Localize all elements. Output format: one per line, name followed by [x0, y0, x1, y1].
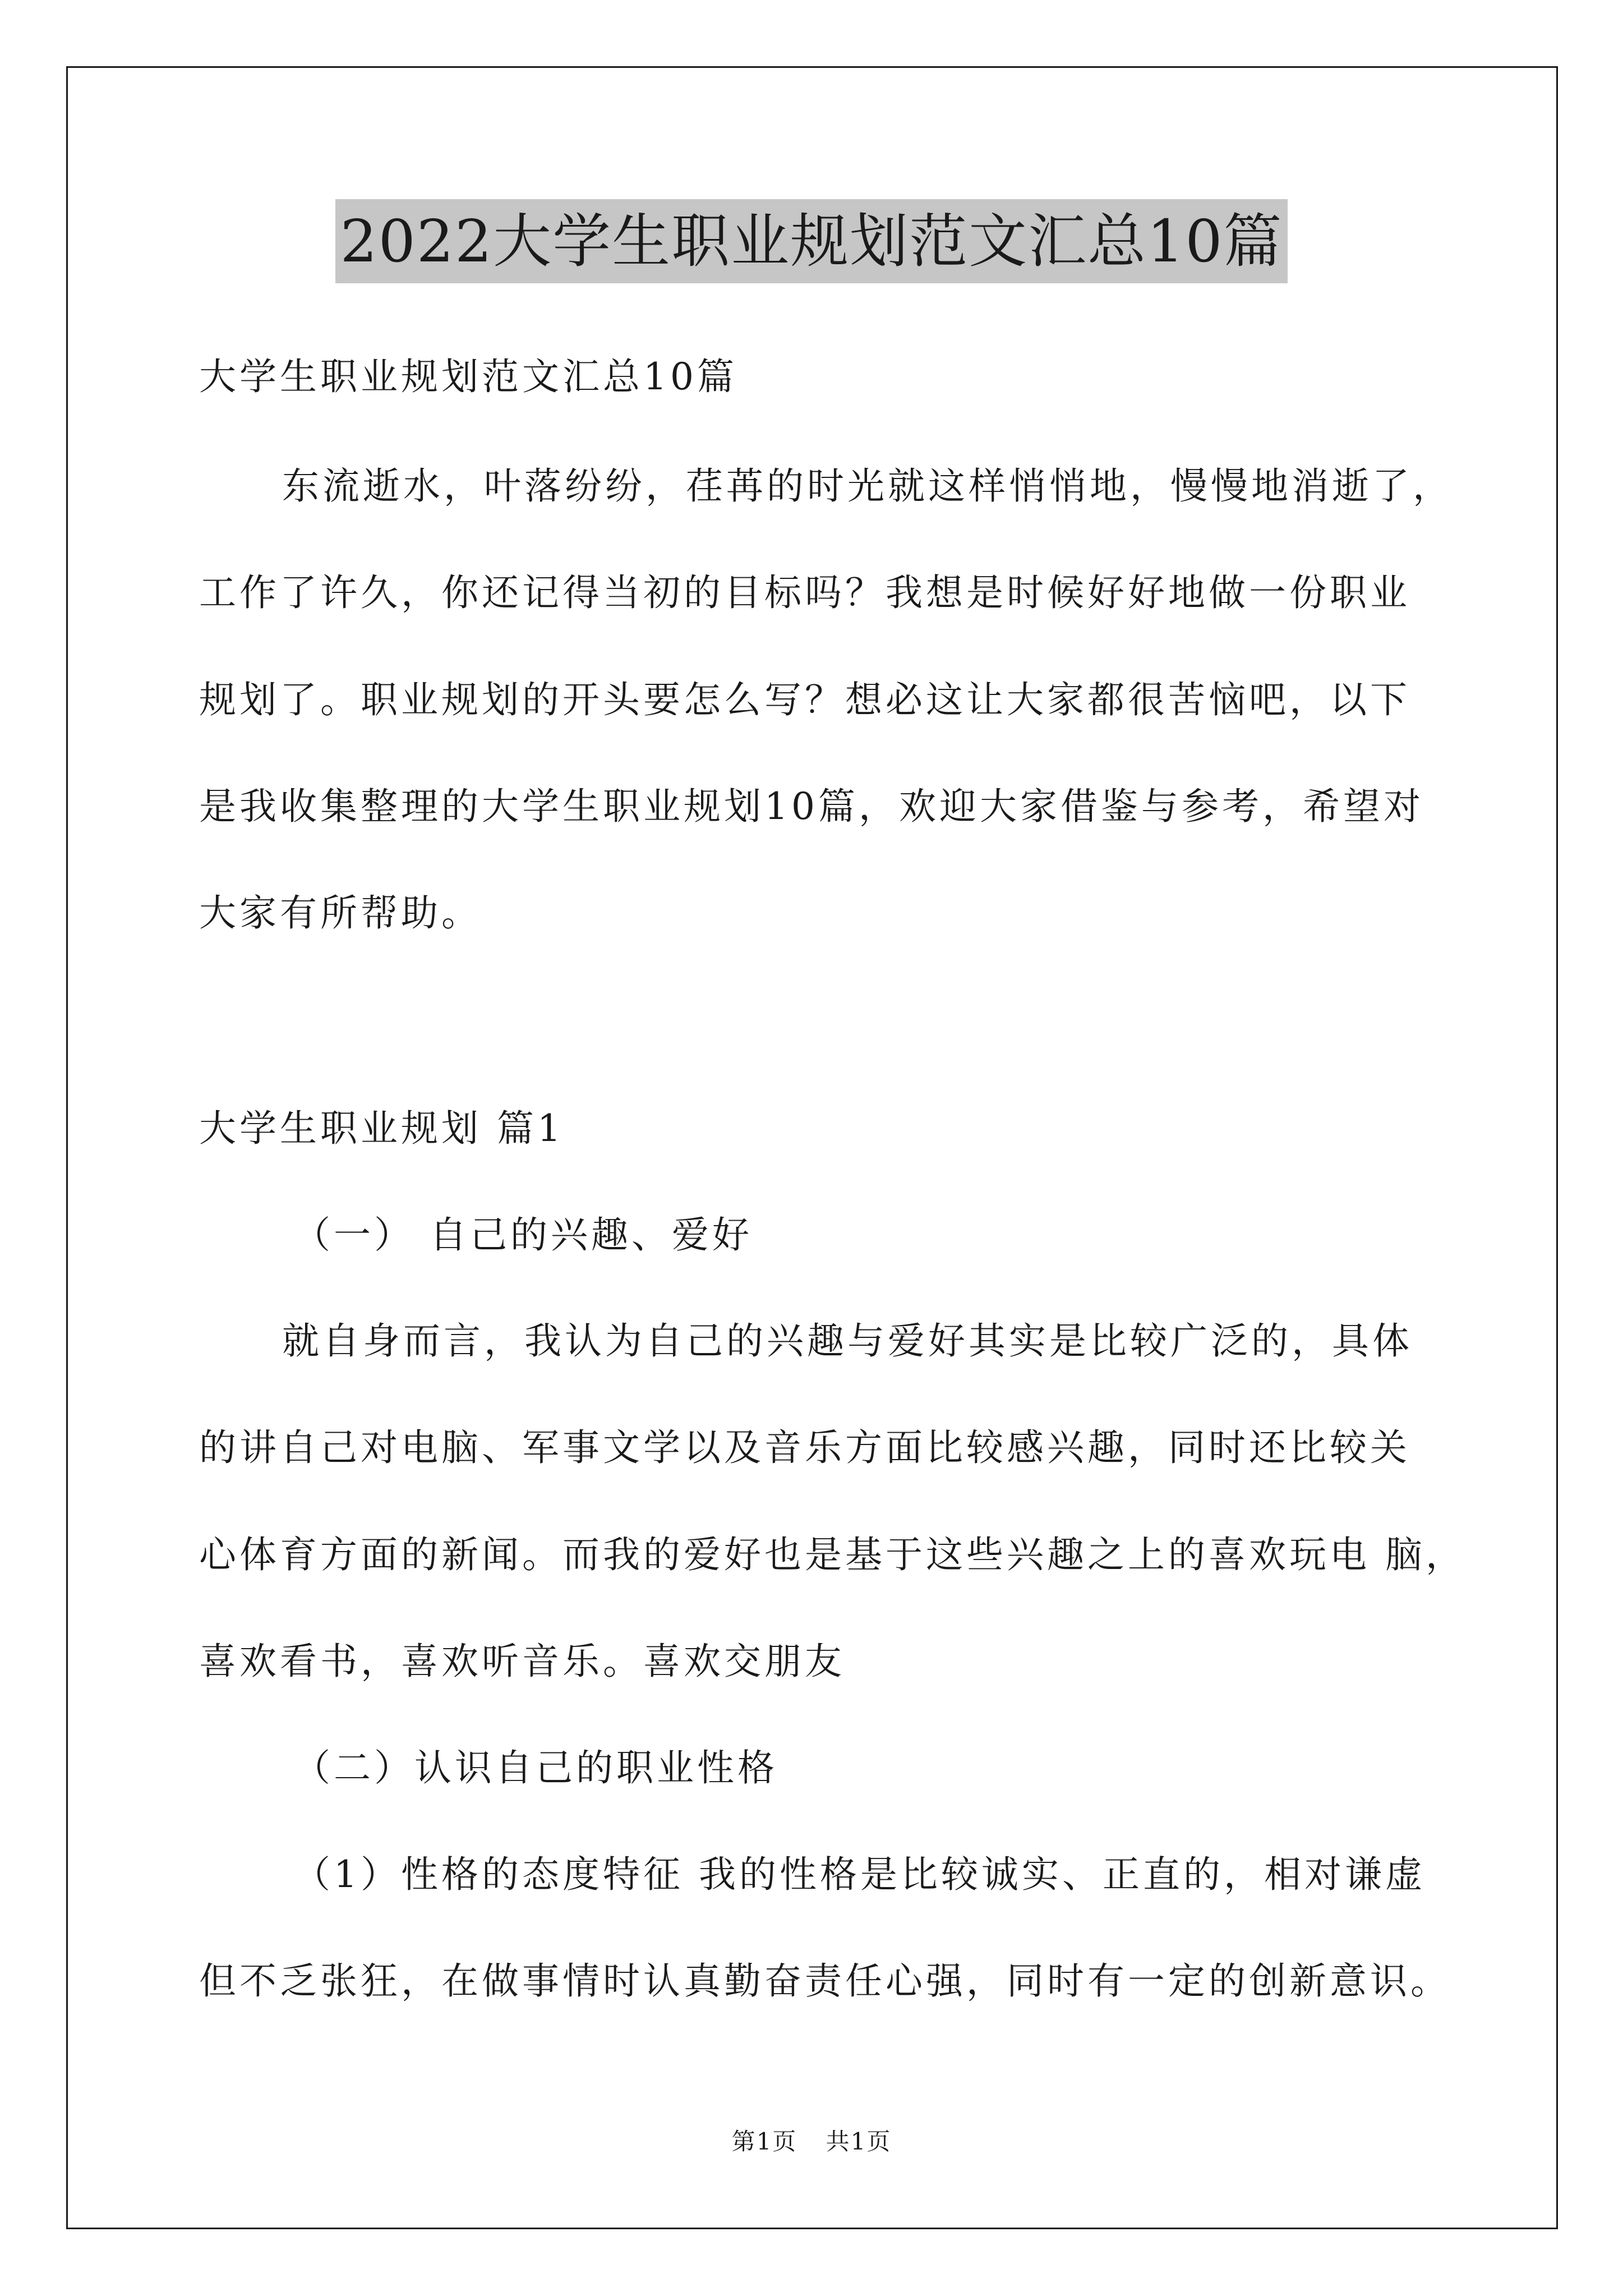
total-pages: 共1页 — [826, 2128, 892, 2155]
intro-line-5: 大家有所帮助。 — [199, 891, 482, 935]
title-container — [0, 199, 1623, 283]
paragraph-line-5: （1）性格的态度特征 我的性格是比较诚实、正直的，相对谦虚 — [293, 1853, 1426, 1896]
document-subtitle: 大学生职业规划范文汇总10篇 — [199, 355, 737, 398]
intro-line-1: 东流逝水，叶落纷纷，荏苒的时光就这样悄悄地，慢慢地消逝了， — [282, 464, 1453, 508]
intro-line-4: 是我收集整理的大学生职业规划10篇，欢迎大家借鉴与参考，希望对 — [199, 785, 1424, 828]
subsection-heading-2: （二）认识自己的职业性格 — [293, 1746, 778, 1789]
page-footer — [0, 2125, 1623, 2159]
paragraph-line-6: 但不乏张狂，在做事情时认真勤奋责任心强，同时有一定的创新意识。 — [199, 1959, 1451, 2003]
paragraph-line-4: 喜欢看书，喜欢听音乐。喜欢交朋友 — [199, 1640, 845, 1683]
page-number: 第1页 — [731, 2128, 797, 2155]
subsection-heading-1: （一） 自己的兴趣、爱好 — [293, 1213, 753, 1257]
paragraph-line-3: 心体育方面的新闻。而我的爱好也是基于这些兴趣之上的喜欢玩电 脑， — [199, 1533, 1466, 1576]
intro-line-3: 规划了。职业规划的开头要怎么写？想必这让大家都很苦恼吧，以下 — [199, 678, 1410, 721]
document-title: 2022大学生职业规划范文汇总10篇 — [335, 199, 1287, 283]
paragraph-line-2: 的讲自己对电脑、军事文学以及音乐方面比较感兴趣，同时还比较关 — [199, 1426, 1410, 1469]
paragraph-line-1: 就自身而言，我认为自己的兴趣与爱好其实是比较广泛的，具体 — [282, 1319, 1413, 1363]
intro-line-2: 工作了许久，你还记得当初的目标吗？我想是时候好好地做一份职业 — [199, 571, 1410, 614]
section-heading: 大学生职业规划 篇1 — [199, 1107, 564, 1150]
